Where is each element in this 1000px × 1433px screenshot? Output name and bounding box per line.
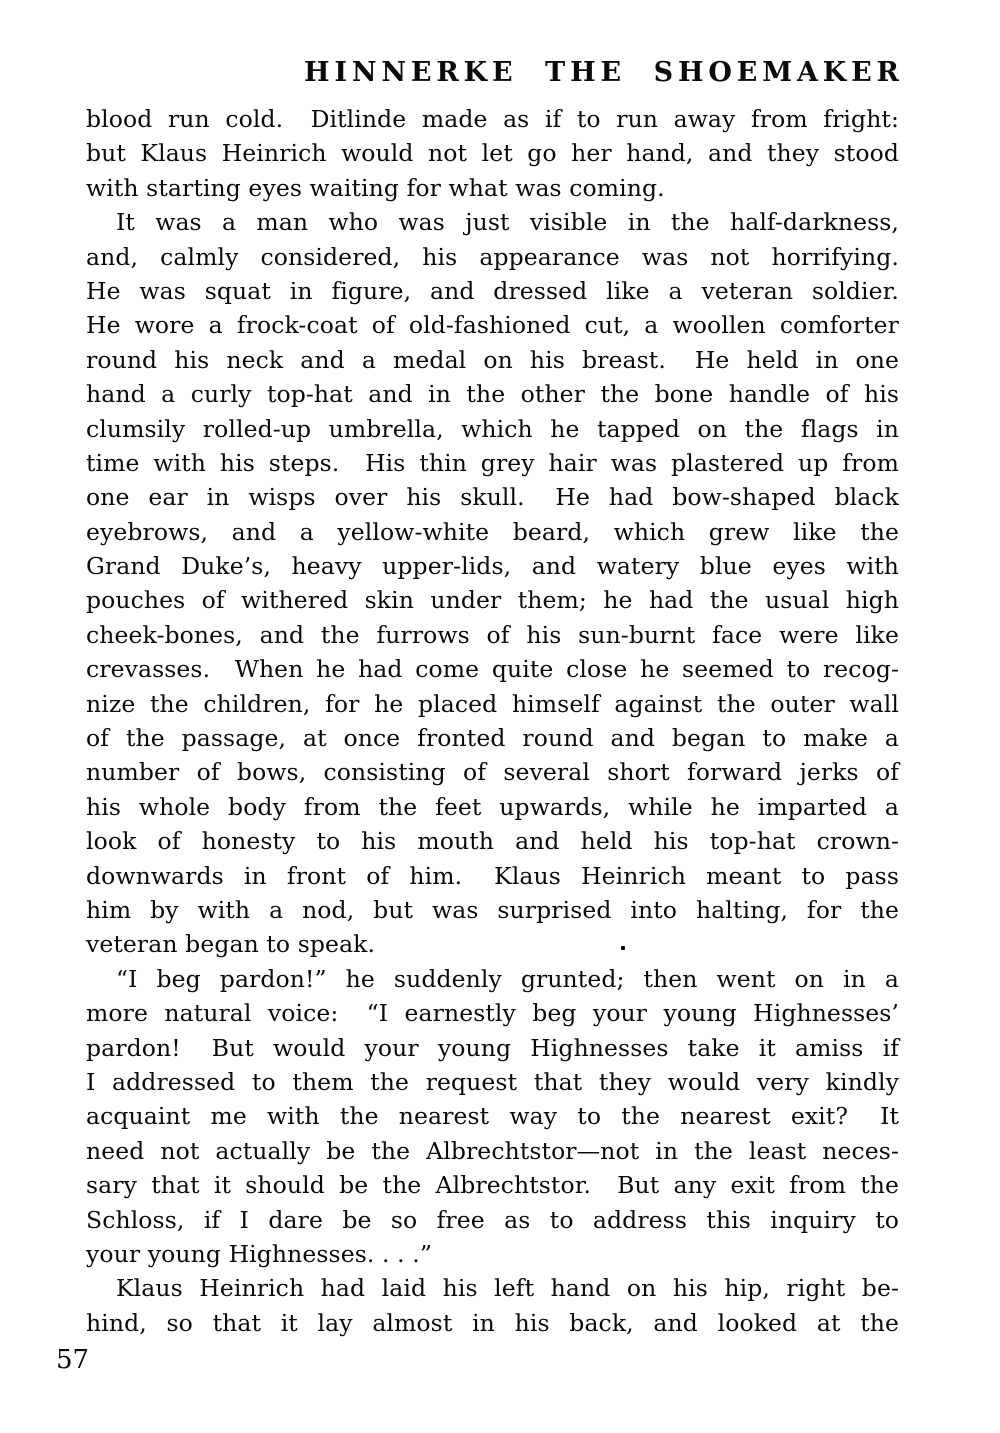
text-line: He was squat in figure, and dressed like a veteran soldier.	[86, 276, 899, 305]
text-line: look of honesty to his mouth and held his top-hat crown-	[86, 827, 899, 856]
text-line: “I beg pardon!” he suddenly grunted; then went on in a	[116, 964, 899, 993]
text-line: his whole body from the feet upwards, while he imparted a	[86, 792, 899, 821]
paragraph	[86, 205, 899, 962]
ink-speck	[621, 946, 625, 950]
text-line: one ear in wisps over his skull. He had bow-shaped black	[86, 483, 899, 512]
paragraph	[86, 962, 899, 1272]
text-line: Schloss, if I dare be so free as to address this inquiry to	[86, 1205, 899, 1234]
text-line: round his neck and a medal on his breast. He held in one	[86, 345, 899, 374]
text-line: crevasses. When he had come quite close he seemed to recog-	[86, 655, 899, 684]
text-line: nize the children, for he placed himself against the outer wall	[86, 689, 899, 718]
page-number: 57	[56, 1345, 90, 1376]
text-line: number of bows, consisting of several short forward jerks of	[86, 758, 899, 787]
text-line: blood run cold. Ditlinde made as if to run away from fright:	[86, 105, 899, 133]
text-line: It was a man who was just visible in the half-darkness,	[116, 208, 899, 237]
text-line: hand a curly top-hat and in the other the bone handle of his	[86, 380, 899, 409]
text-block	[56, 56, 904, 1378]
text-line: hind, so that it lay almost in his back, and looked at the	[86, 1308, 899, 1337]
text-line: need not actually be the Albrechtstor—not in the least neces-	[86, 1136, 899, 1165]
text-line: sary that it should be the Albrechtstor. But any exit from the	[86, 1171, 899, 1200]
text-line: He wore a frock-coat of old-fashioned cut, a woollen comforter	[86, 311, 899, 340]
text-line: Klaus Heinrich had laid his left hand on his hip, right be-	[116, 1274, 899, 1303]
text-line: downwards in front of him. Klaus Heinrich meant to pass	[86, 861, 899, 890]
text-line: clumsily rolled-up umbrella, which he tapped on the flags in	[86, 414, 899, 443]
text-line: eyebrows, and a yellow-white beard, which grew like the	[86, 517, 899, 546]
text-line: pouches of withered skin under them; he had the usual high	[86, 586, 899, 615]
text-line: more natural voice: “I earnestly beg your young Highnesses’	[86, 999, 899, 1028]
text-line: I addressed to them the request that they would very kindly	[86, 1067, 899, 1096]
text-line: cheek-bones, and the furrows of his sun-burnt face were like	[86, 620, 899, 649]
text-line: acquaint me with the nearest way to the nearest exit? It	[86, 1102, 899, 1131]
text-line: but Klaus Heinrich would not let go her hand, and they stood	[86, 139, 899, 168]
text-line: time with his steps. His thin grey hair was plastered up from	[86, 448, 899, 477]
text-line: Grand Duke’s, heavy upper-lids, and watery blue eyes with	[86, 552, 899, 581]
text-line: veteran began to speak.	[86, 930, 376, 959]
text-line: pardon! But would your young Highnesses take it amiss if	[86, 1033, 899, 1062]
running-head: HINNERKE THE SHOEMAKER	[303, 57, 904, 88]
text-line: of the passage, at once fronted round and began to make a	[86, 724, 899, 753]
paragraph	[86, 102, 899, 205]
text-line: your young Highnesses. . . .”	[86, 1239, 432, 1268]
text-line: and, calmly considered, his appearance was not horrifying.	[86, 242, 899, 271]
paragraph	[86, 1271, 899, 1340]
body-text	[86, 102, 899, 1340]
text-line: him by with a nod, but was surprised into halting, for the	[86, 895, 899, 924]
text-line: with starting eyes waiting for what was coming.	[86, 173, 665, 202]
